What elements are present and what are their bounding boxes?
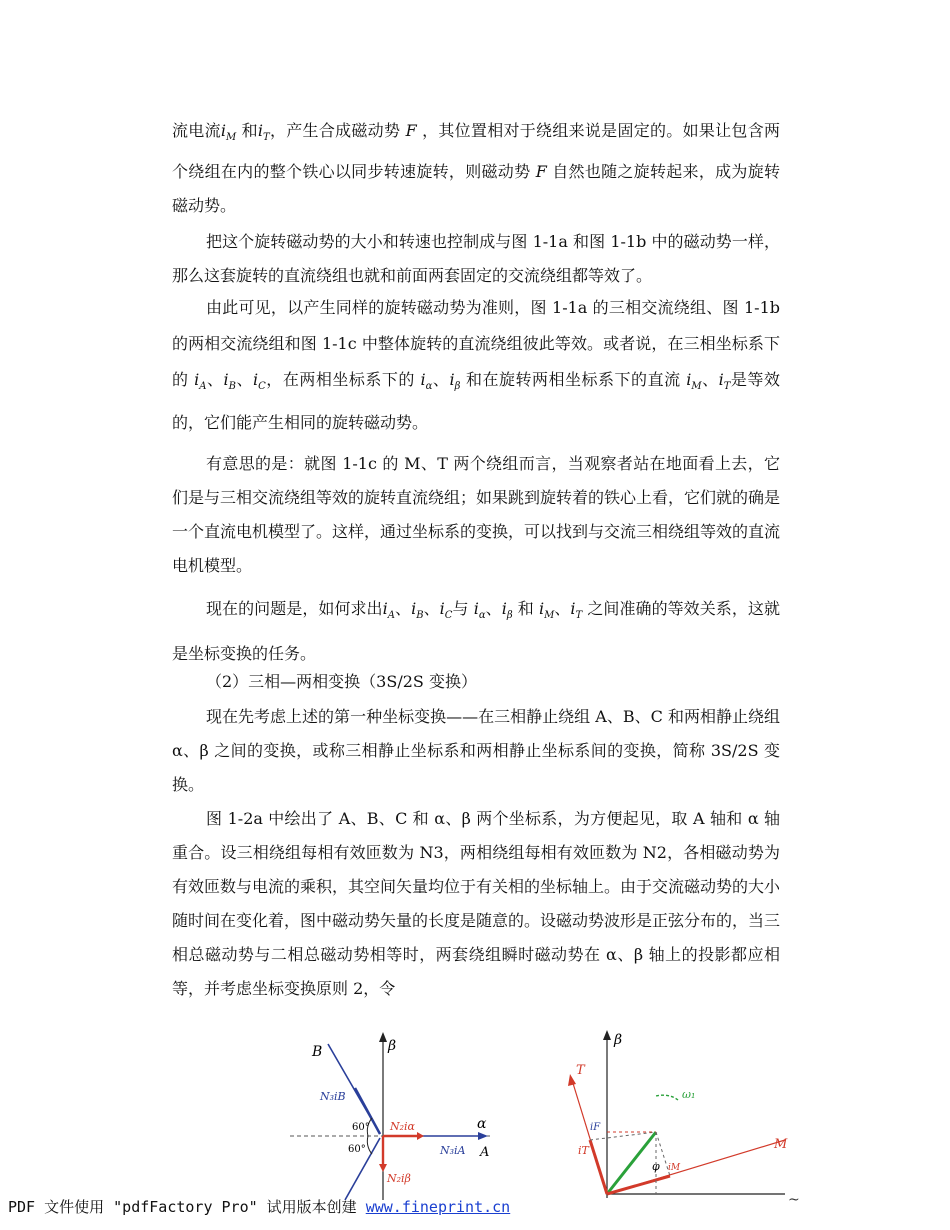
label-n3ia: N₃iA (440, 1144, 466, 1157)
n2ib-arrowhead (379, 1164, 387, 1172)
paragraph-5: 现在的问题是，如何求出$i_A$、$i_B$、$i_C$与 $i_\alpha$、$i_\beta$ 和 $i_M$、$i_T$ 之间准确的等效关系，这就是坐标变换的任务。 (172, 599, 780, 664)
label-m: M (774, 1137, 788, 1152)
it-vector (590, 1140, 607, 1194)
paragraph-1: 流电流$i_M$ 和$i_T$，产生合成磁动势 F ，其位置相对于绕组来说是固定的。如果让包含两个绕组在内的整个铁心以同步转速旋转，则磁动势 F 自然也随之旋转起来，成为旋转磁动势。 (172, 121, 780, 216)
label-omega: ω₁ (682, 1088, 696, 1101)
f-vector (607, 1132, 656, 1194)
label-it: iT (578, 1144, 589, 1157)
paragraph-2: 把这个旋转磁动势的大小和转速也控制成与图 1-1a 和图 1-1b 中的磁动势一样，那么这套旋转的直流绕组也就和前面两套固定的交流绕组都等效了。 (172, 232, 780, 285)
label-a: A (480, 1145, 490, 1160)
rotation-arc (656, 1095, 678, 1100)
angle-arc-bottom (367, 1136, 372, 1154)
projection-2 (590, 1132, 656, 1140)
label-b: B (312, 1044, 323, 1060)
label-beta-right: β (614, 1032, 623, 1048)
pdf-footer (8, 1196, 510, 1217)
figure-three-phase-axes (290, 1030, 500, 1200)
footer-text: PDF 文件使用 "pdfFactory Pro" 试用版本创建 (8, 1198, 366, 1216)
im-vector (607, 1176, 670, 1194)
label-t: T (576, 1063, 585, 1078)
label-angle-1: 60° (352, 1122, 370, 1133)
label-if: iF (590, 1122, 601, 1133)
n2ia-arrowhead (417, 1132, 424, 1140)
t-arrowhead (568, 1074, 576, 1086)
section-heading: （2）三相—两相变换（3S/2S 变换） (206, 672, 477, 691)
beta-arrowhead-right (603, 1030, 611, 1040)
beta-arrowhead (379, 1032, 387, 1042)
label-beta: β (388, 1038, 397, 1054)
label-phi: φ (652, 1160, 660, 1173)
label-angle-2: 60° (348, 1144, 366, 1155)
a-arrowhead (478, 1132, 488, 1140)
paragraph-4: 有意思的是：就图 1-1c 的 M、T 两个绕组而言，当观察者站在地面看上去，它们是与三相交流绕组等效的旋转直流绕组；如果跳到旋转着的铁心上看，它们就的确是一个直流电机模型了。这样，通过坐标系的变换，可以找到与交流三相绕组等效的直流电机模型。 (172, 454, 781, 575)
footer-mark: ~ (788, 1192, 800, 1208)
label-alpha: α (477, 1116, 487, 1132)
figure-rotating-axes (560, 1030, 790, 1202)
paragraph-7: 现在先考虑上述的第一种坐标变换——在三相静止绕组 A、B、C 和两相静止绕组 α、β 之间的变换，或称三相静止坐标系和两相静止坐标系间的变换，简称 3S/2S 变换。 (172, 707, 780, 794)
paragraph-8: 图 1-2a 中绘出了 A、B、C 和 α、β 两个坐标系，为方便起见，取 A 轴和 α 轴重合。设三相绕组每相有效匝数为 N3，两相绕组每相有效匝数为 N2，各相磁动势为有效匝数与电流的乘积，其空间矢量均位于有关相的坐标轴上。由于交流磁动势的大小随时间在变化着，图中磁动势矢量的长度是随意的。设磁动势波形是正弦分布的，当三相总磁动势与二相总磁动势相等时，两套绕组瞬时磁动势在 α、β 轴上的投影都应相等，并考虑坐标变换原则 2，令 (172, 809, 781, 998)
label-n2ib: N₂iβ (387, 1172, 411, 1185)
footer-link[interactable]: www.fineprint.cn (365, 1198, 511, 1216)
label-n2ia: N₂iα (390, 1120, 415, 1133)
paragraph-3: 由此可见，以产生同样的旋转磁动势为准则，图 1-1a 的三相交流绕组、图 1-1b 的两相交流绕组和图 1-1c 中整体旋转的直流绕组彼此等效。或者说，在三相坐标系下的 $i_A$、$i_B$、$i_C$，在两相坐标系下的 $i_\alpha$、$i_\beta$ 和在旋转两相坐标系下的直流 $i_M$、$i_T$是等效的，它们能产生相同的旋转磁动势。 (172, 298, 780, 433)
label-im: iM (668, 1163, 681, 1173)
label-n3ib: N₃iB (320, 1090, 346, 1103)
